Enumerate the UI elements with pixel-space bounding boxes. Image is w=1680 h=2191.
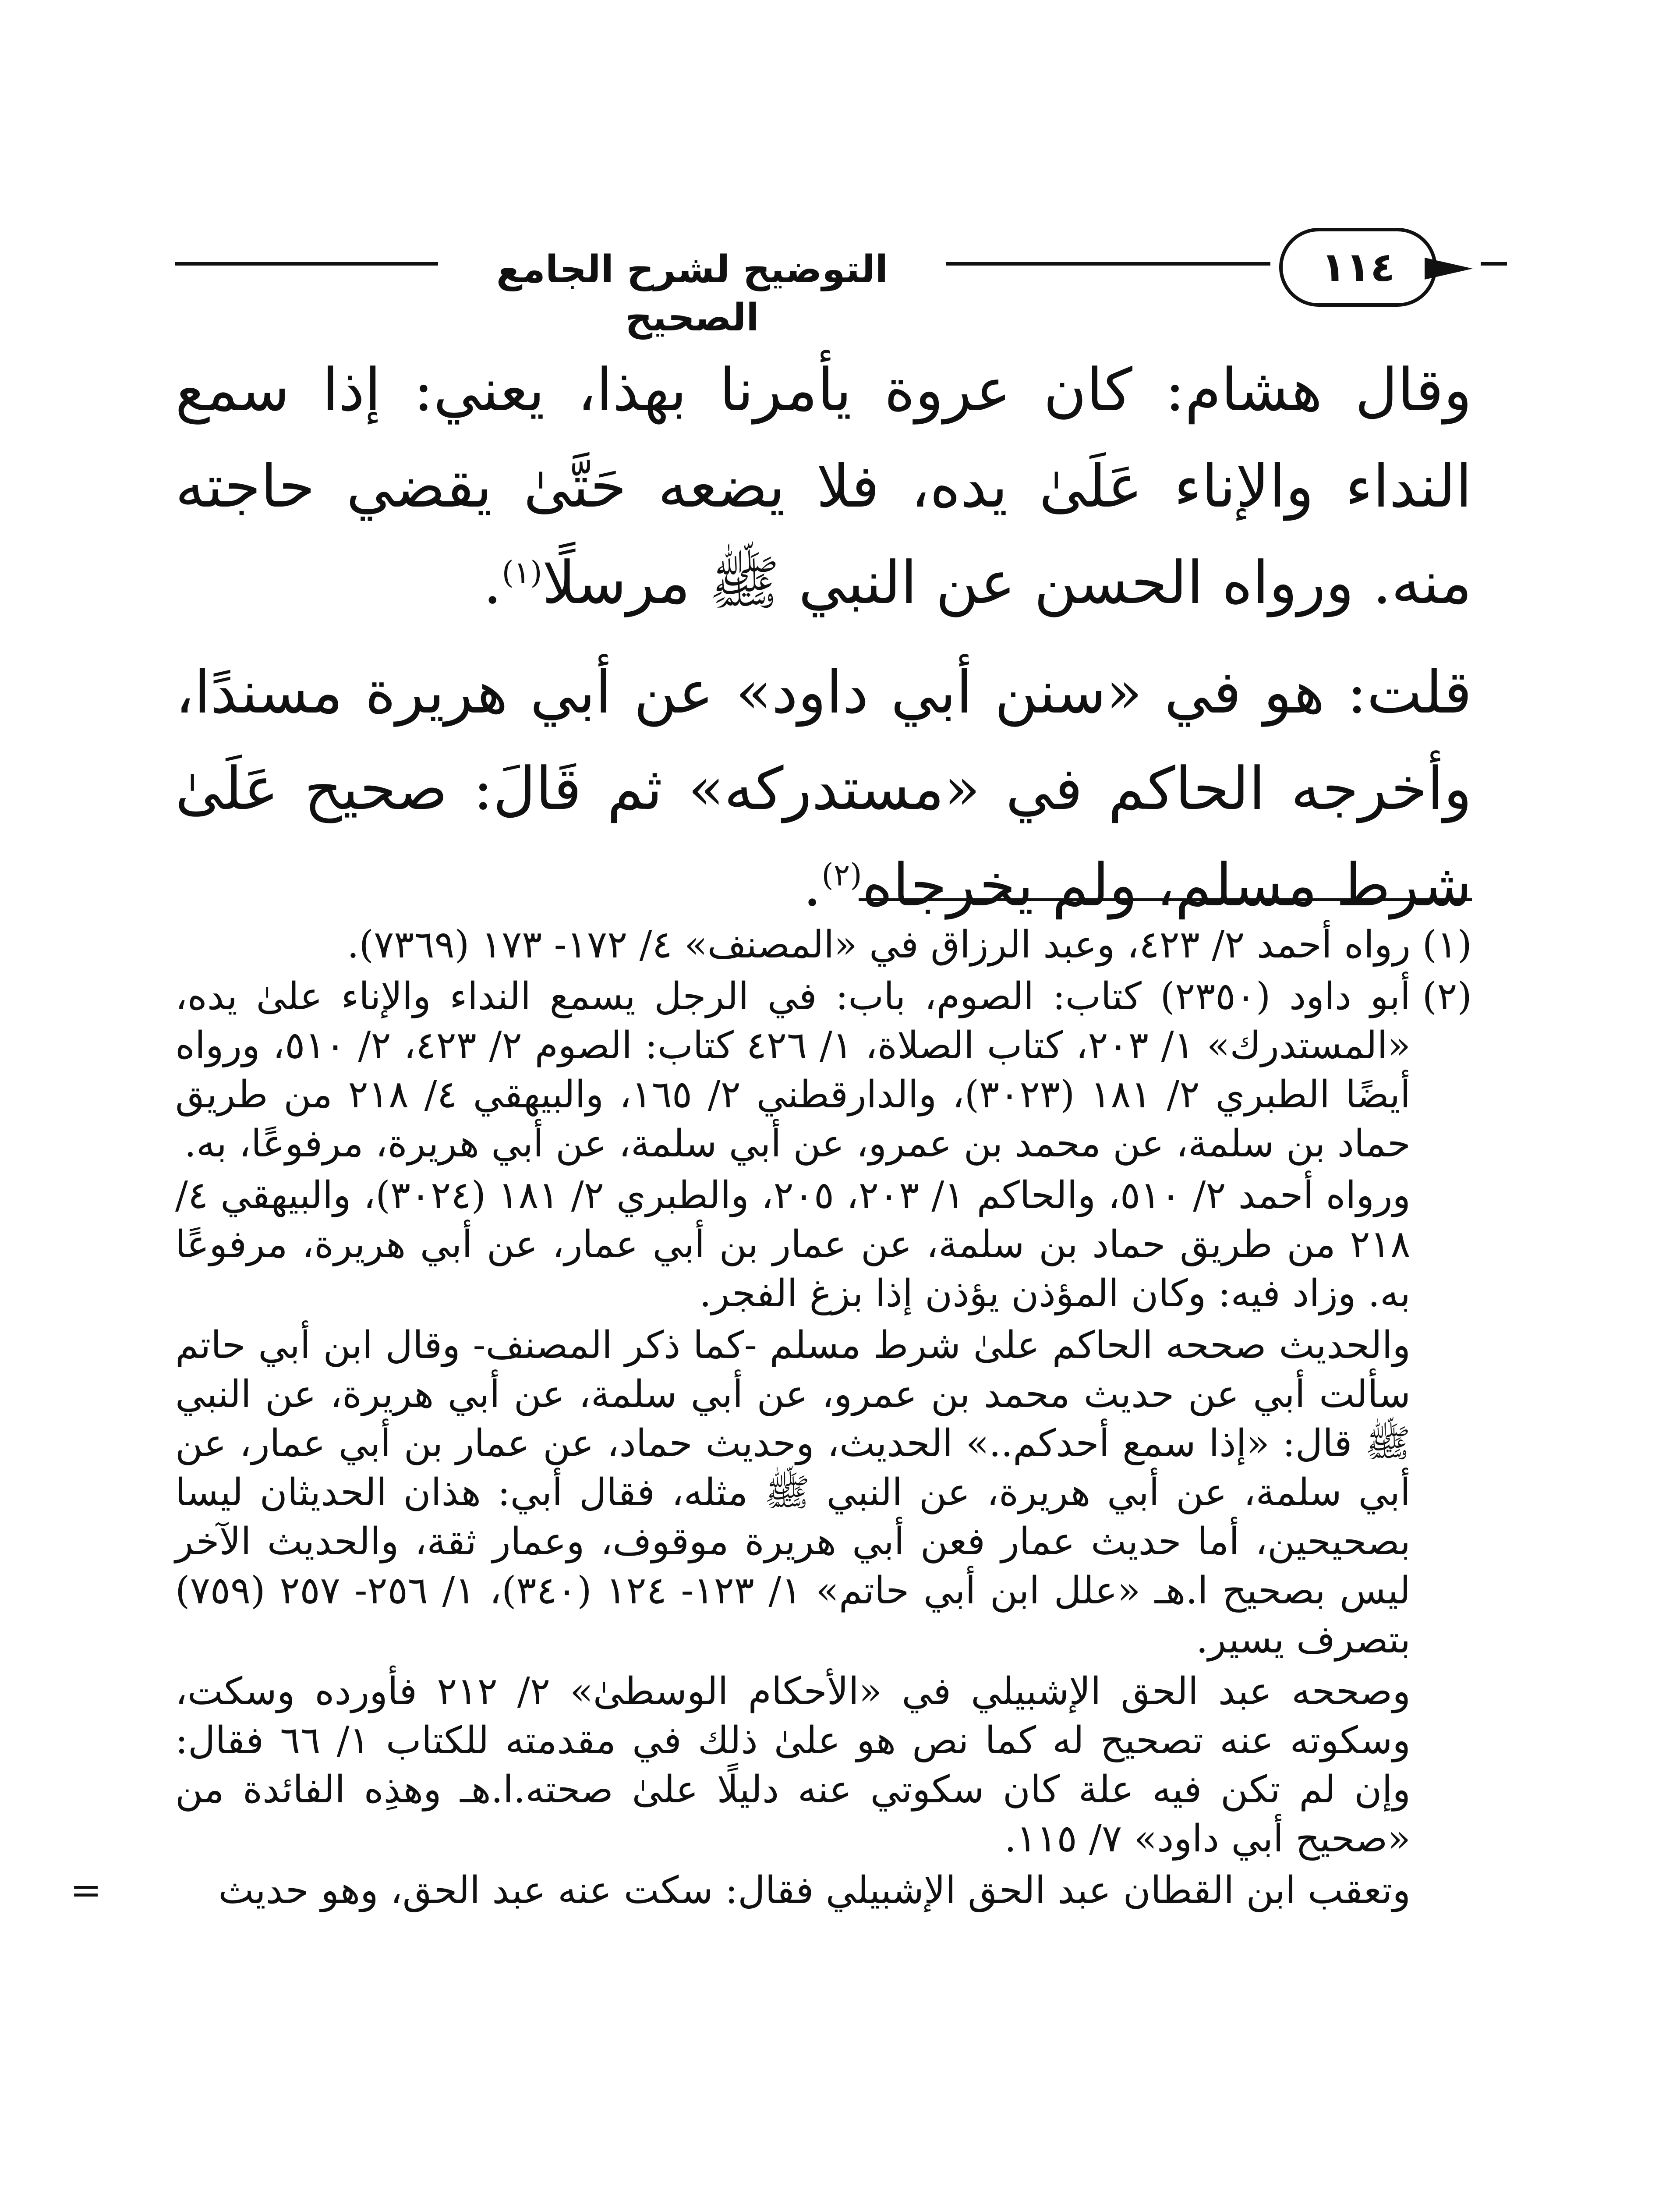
page-header	[175, 228, 1489, 340]
footnote-1	[175, 920, 1472, 969]
footnote-paragraph: وصححه عبد الحق الإشبيلي في «الأحكام الوسطىٰ» ٢/ ٢١٢ فأورده وسكت، وسكوته عنه تصحيح له كما نص هو علىٰ ذلك في مقدمته للكتاب ١/ ٦٦ فقال: وإن لم تكن فيه علة كان سكوتي عنه دليلًا علىٰ صحته.ا.هـ وهذِه الفائدة من «صحيح أبي داود» ٧/ ١١٥.	[175, 1670, 1411, 1861]
footnote-ref-2[interactable]: (٢)	[821, 857, 862, 893]
header-rule-left	[175, 262, 438, 266]
footnote-2	[70, 972, 1472, 1915]
footnote-paragraph: أبو داود (٢٣٥٠) كتاب: الصوم، باب: في الرجل يسمع النداء والإناء علىٰ يده، «المستدرك» ١/ ٢٠٣، كتاب الصلاة، ١/ ٤٢٦ كتاب: الصوم ٢/ ٤٢٣، ٢/ ٥١٠، ورواه أيضًا الطبري ٢/ ١٨١ (٣٠٢٣)، والدارقطني ٢/ ١٦٥، والبيهقي ٤/ ٢١٨ من طريق حماد بن سلمة، عن محمد بن عمرو، عن أبي سلمة، عن أبي هريرة، مرفوعًا، به.	[175, 975, 1411, 1166]
main-paragraph-2: قلت: هو في «سنن أبي داود» عن أبي هريرة مسندًا، وأخرجه الحاكم في «مستدركه» ثم قَالَ: صحيح عَلَىٰ شرط مسلم، ولم يخرجاه$^{(٢)}$.	[175, 658, 1472, 919]
footnote-number: (١)	[1422, 923, 1472, 967]
footnote-paragraph: ورواه أحمد ٢/ ٥١٠، والحاكم ١/ ٢٠٣، ٢٠٥، والطبري ٢/ ١٨١ (٣٠٢٤)، والبيهقي ٤/ ٢١٨ من طريق حماد بن سلمة، عن عمار بن أبي عمار، عن أبي هريرة، مرفوعًا به. وزاد فيه: وكان المؤذن يؤذن إذا بزغ الفجر.	[175, 1173, 1411, 1315]
footnote-paragraph: وتعقب ابن القطان عبد الحق الإشبيلي فقال: سكت عنه عبد الحق، وهو حديث =	[175, 1866, 1411, 1915]
page-number-badge: ١١٤	[1279, 228, 1437, 307]
footnotes	[70, 920, 1472, 1918]
footnote-number: (٢)	[1422, 975, 1472, 1018]
main-paragraph-1: وقال هشام: كان عروة يأمرنا بهذا، يعني: إذا سمع النداء والإناء عَلَىٰ يده، فلا يضعه حَتَّىٰ يقضي حاجته منه. ورواه الحسن عن النبي ﷺ مرسلًا$^{(١)}$.	[175, 356, 1472, 617]
header-rule-right	[1481, 262, 1507, 266]
footnote-paragraph: والحديث صححه الحاكم علىٰ شرط مسلم -كما ذكر المصنف- وقال ابن أبي حاتم سألت أبي عن حديث محمد بن عمرو، عن أبي سلمة، عن أبي هريرة، عن النبي ﷺ قال: «إذا سمع أحدكم..» الحديث، وحديث حماد، عن عمار بن أبي عمار، عن أبي سلمة، عن أبي هريرة، عن النبي ﷺ مثله، فقال أبي: هذان الحديثان ليسا بصحيحين، أما حديث عمار فعن أبي هريرة موقوف، وعمار ثقة، والحديث الآخر ليس بصحيح ا.هـ «علل ابن أبي حاتم» ١/ ١٢٣- ١٢٤ (٣٤٠)، ١/ ٢٥٦- ٢٥٧ (٧٥٩) بتصرف يسير.	[175, 1323, 1411, 1662]
main-text	[175, 342, 1472, 947]
running-title: التوضيح لشرح الجامع الصحيح	[496, 248, 888, 340]
header-rule-middle	[946, 262, 1270, 266]
footnote-separator	[859, 898, 1472, 901]
footnote-paragraph: رواه أحمد ٢/ ٤٢٣، وعبد الرزاق في «المصنف» ٤/ ١٧٢- ١٧٣ (٧٣٦٩).	[347, 923, 1411, 967]
continuation-mark: =	[70, 1868, 102, 1912]
footnote-ref-1[interactable]: (١)	[502, 554, 542, 591]
